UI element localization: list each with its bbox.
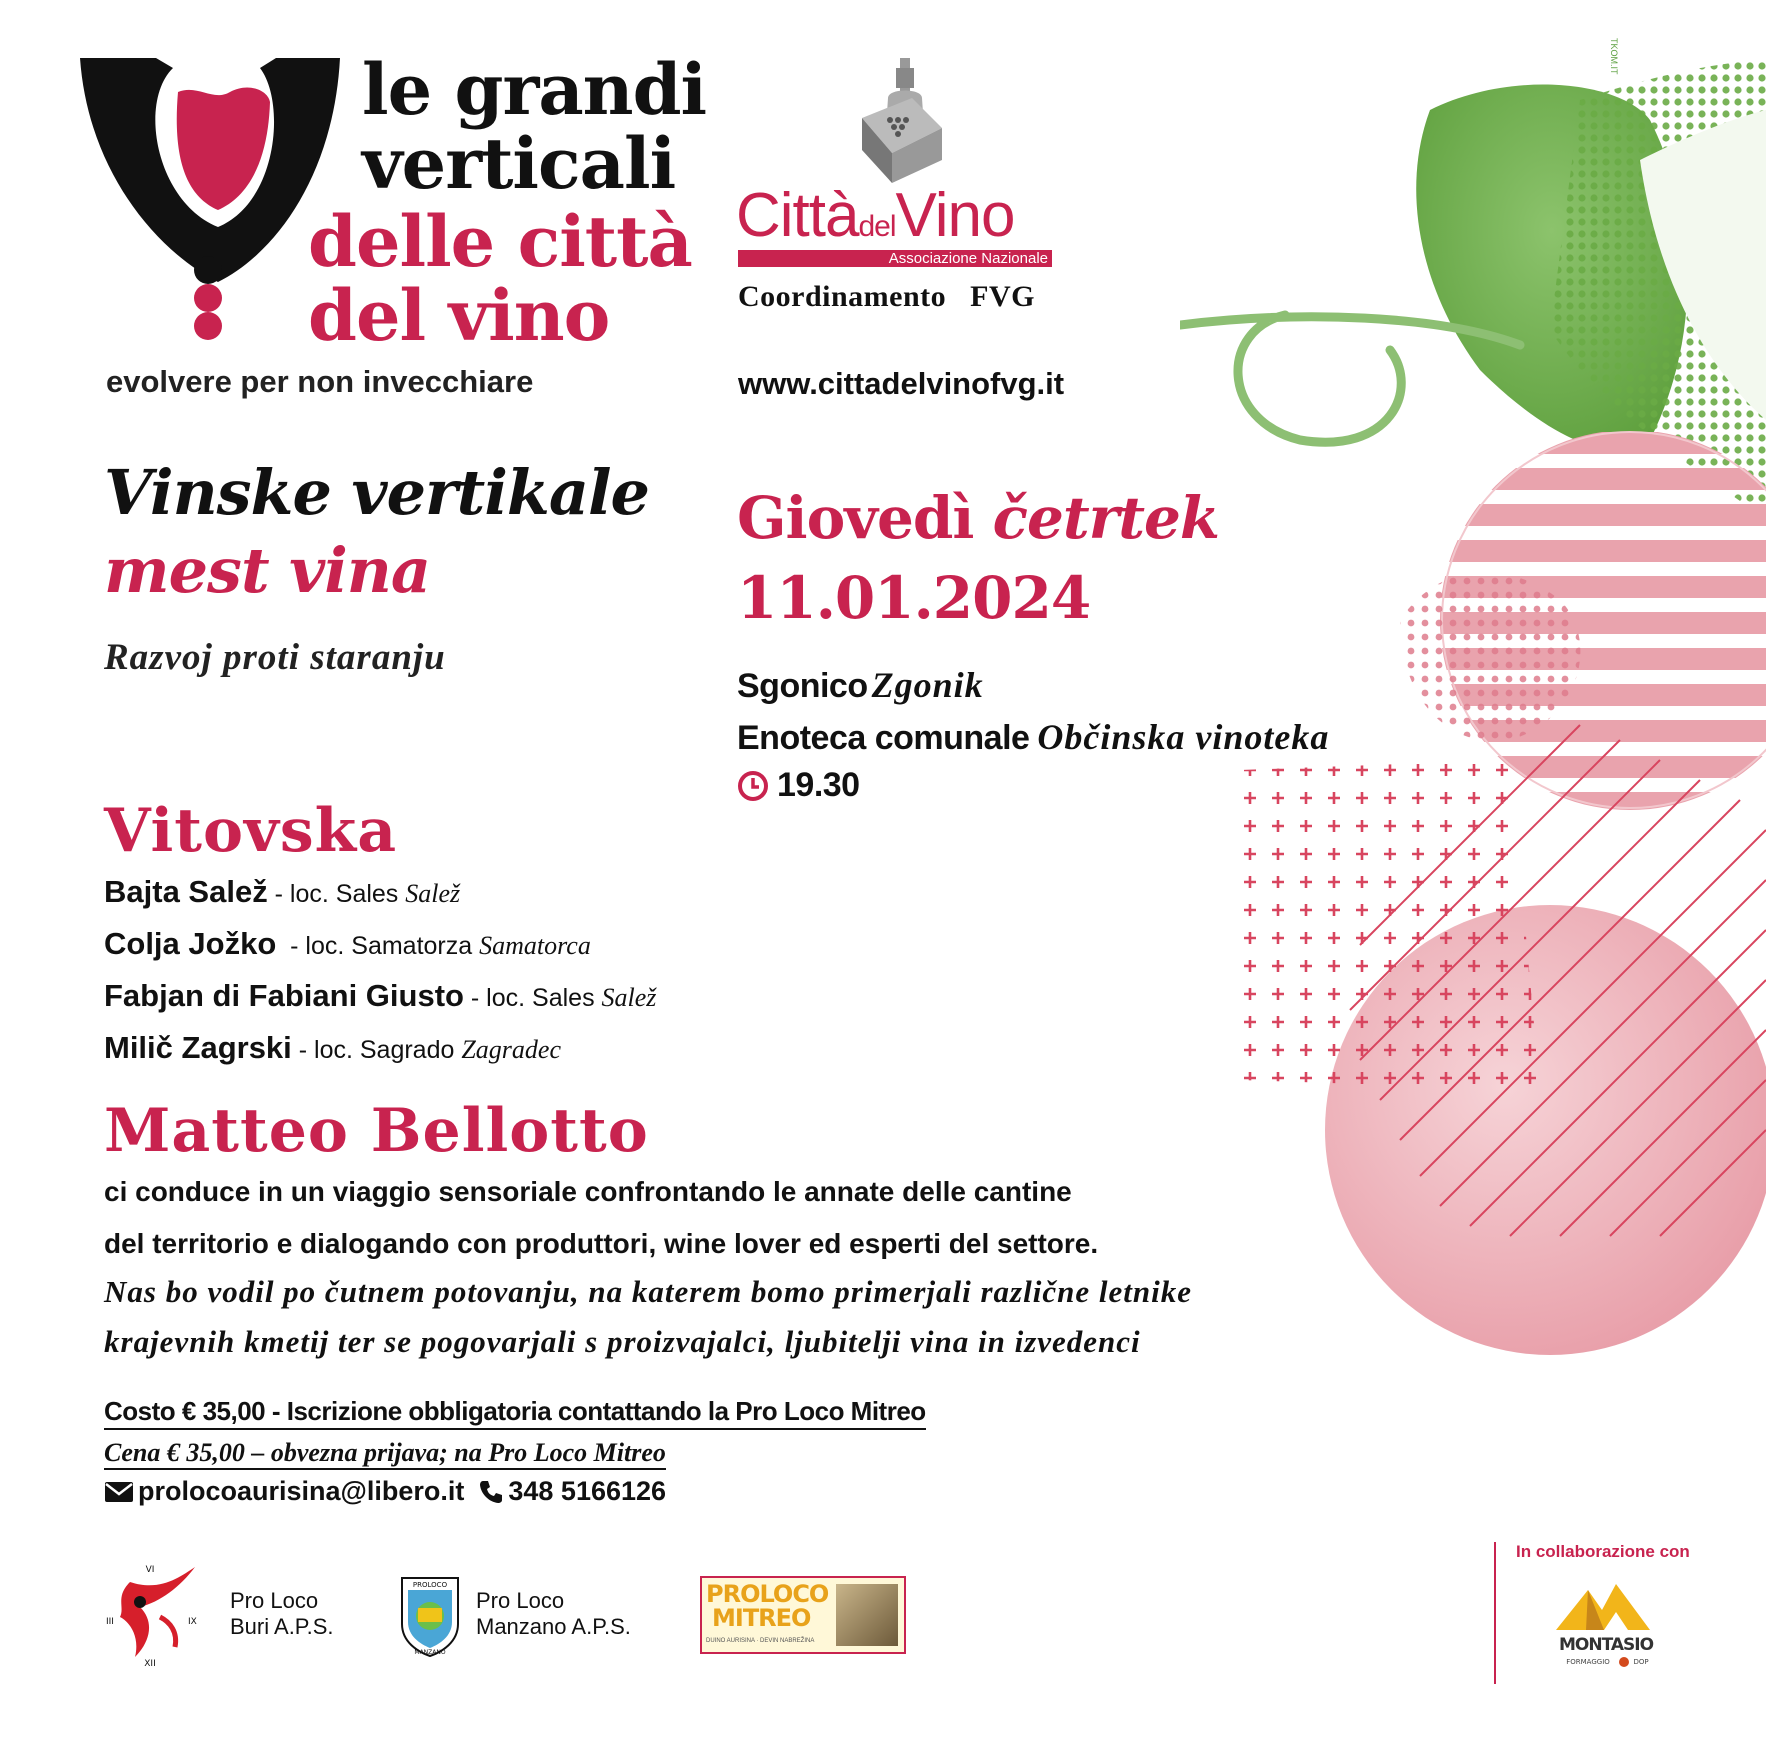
producer-row bbox=[104, 978, 656, 1014]
event-date: 11.01.2024 bbox=[737, 564, 1091, 632]
partner-buri-label bbox=[230, 1588, 334, 1640]
event-venue-it: Enoteca comunale bbox=[737, 719, 1030, 757]
coord-word: Coordinamento bbox=[738, 280, 947, 313]
partner-manzano-label bbox=[476, 1588, 631, 1640]
mitreo-statue-image bbox=[836, 1584, 898, 1646]
mitreo-logo-sub: DUINO AURISINA · DEVIN NABREŽINA bbox=[706, 1638, 815, 1644]
coord-region: FVG bbox=[970, 280, 1035, 313]
title-line-4: del vino bbox=[308, 274, 610, 357]
contact-email[interactable]: prolocoaurisina@libero.it bbox=[138, 1476, 465, 1506]
producer-name: Bajta Salež bbox=[104, 874, 268, 909]
buri-logo-top: VI bbox=[145, 1565, 155, 1575]
cdv-word-del: del bbox=[858, 210, 896, 243]
event-time bbox=[737, 766, 860, 805]
cdv-word-vino: Vino bbox=[895, 181, 1015, 250]
pro-loco-mitreo-logo bbox=[700, 1576, 906, 1654]
mitreo-logo-line-1: PROLOCO bbox=[706, 1580, 829, 1608]
host-desc-it-1: ci conduce in un viaggio sensoriale confrontando le annate delle cantine bbox=[104, 1176, 1072, 1207]
tagline: evolvere per non invecchiare bbox=[106, 364, 534, 399]
producer-loc: - loc. Sagrado bbox=[291, 1036, 462, 1064]
producer-loc: - loc. Samatorza bbox=[276, 932, 480, 960]
montasio-brand: MONTASIO bbox=[1558, 1635, 1654, 1655]
manzano-logo-bottom: MANZANO bbox=[414, 1649, 446, 1656]
producer-loc: - loc. Sales bbox=[267, 880, 406, 908]
partner-manzano-line-2: Manzano A.P.S. bbox=[476, 1614, 631, 1639]
montasio-sub: FORMAGGIO bbox=[1566, 1658, 1610, 1666]
partner-buri-line-2: Buri A.P.S. bbox=[230, 1614, 334, 1639]
credit-tkom: TKOM.IT bbox=[1609, 38, 1619, 75]
producer-name: Milič Zagrski bbox=[104, 1030, 292, 1065]
event-venue bbox=[737, 716, 1329, 758]
slovene-title-line-2: mest vina bbox=[104, 534, 431, 607]
producer-name: Fabjan di Fabiani Giusto bbox=[104, 978, 464, 1013]
cdv-word-citta: Città bbox=[736, 181, 859, 250]
citta-del-vino-emblem bbox=[852, 58, 952, 188]
buri-logo-bottom: XII bbox=[144, 1659, 156, 1669]
producer-loc: - loc. Sales bbox=[463, 984, 602, 1012]
event-place bbox=[737, 664, 984, 706]
collab-divider bbox=[1494, 1542, 1496, 1684]
coordinamento-label bbox=[738, 280, 1035, 314]
contact-phone[interactable]: 348 5166126 bbox=[508, 1476, 667, 1506]
event-day-sl: četrtek bbox=[992, 484, 1220, 552]
producer-loc-slo: Salež bbox=[601, 983, 657, 1012]
event-day-it: Giovedì bbox=[737, 484, 974, 552]
title-line-1: le grandi bbox=[362, 48, 707, 131]
producer-row bbox=[104, 926, 591, 962]
mitreo-logo-line-2: MITREO bbox=[712, 1604, 811, 1632]
montasio-dop: DOP bbox=[1633, 1658, 1649, 1666]
partner-manzano-line-1: Pro Loco bbox=[476, 1588, 565, 1613]
title-line-3: delle città bbox=[308, 200, 692, 283]
event-day bbox=[737, 484, 1219, 552]
host-desc-sl-1: Nas bo vodil po čutnem potovanju, na katerem bomo primerjali različne letnike bbox=[104, 1274, 1192, 1309]
wine-name: Vitovska bbox=[104, 796, 398, 866]
cdv-association-bar: Associazione Nazionale bbox=[738, 250, 1052, 267]
heart-glass-logo bbox=[78, 52, 343, 350]
buri-logo-right: IX bbox=[188, 1617, 197, 1627]
event-place-it: Sgonico bbox=[737, 667, 868, 705]
manzano-logo-top: PROLOCO bbox=[412, 1581, 448, 1589]
host-desc-it-2: del territorio e dialogando con produttori, wine lover ed esperti del settore. bbox=[104, 1228, 1099, 1259]
cost-it: Costo € 35,00 - Iscrizione obbligatoria contattando la Pro Loco Mitreo bbox=[104, 1396, 926, 1430]
phone-icon bbox=[478, 1479, 504, 1505]
montasio-logo bbox=[1546, 1574, 1666, 1680]
producer-row bbox=[104, 874, 460, 910]
clock-icon bbox=[737, 770, 769, 802]
contact-row bbox=[104, 1476, 666, 1507]
host-desc-sl-2: krajevnih kmetij ter se pogovarjali s proizvajalci, ljubitelji vina in izvedenci bbox=[104, 1324, 1141, 1359]
partner-buri-line-1: Pro Loco bbox=[230, 1588, 319, 1613]
pro-loco-buri-logo bbox=[100, 1562, 210, 1670]
title-line-2: verticali bbox=[362, 122, 676, 205]
buri-logo-left: III bbox=[106, 1617, 114, 1627]
event-time-value: 19.30 bbox=[777, 766, 860, 804]
event-place-sl: Zgonik bbox=[871, 665, 984, 705]
collab-label: In collaborazione con bbox=[1516, 1542, 1690, 1561]
producer-loc-slo: Samatorca bbox=[479, 931, 591, 960]
producer-loc-slo: Zagradec bbox=[461, 1035, 561, 1064]
slovene-subtitle: Razvoj proti staranju bbox=[104, 637, 446, 678]
producer-loc-slo: Salež bbox=[405, 879, 461, 908]
website-link[interactable]: www.cittadelvinofvg.it bbox=[738, 366, 1065, 401]
citta-del-vino-wordmark bbox=[736, 180, 1015, 251]
pro-loco-manzano-logo bbox=[398, 1574, 462, 1658]
slovene-title-line-1: Vinske vertikale bbox=[104, 456, 649, 529]
producer-row bbox=[104, 1030, 561, 1066]
producer-name: Colja Jožko bbox=[104, 926, 277, 961]
host-name: Matteo Bellotto bbox=[104, 1096, 649, 1166]
decorative-grape-art bbox=[1180, 0, 1766, 1740]
envelope-icon bbox=[104, 1481, 134, 1503]
event-venue-sl: Občinska vinoteka bbox=[1037, 717, 1330, 757]
cost-sl: Cena € 35,00 – obvezna prijava; na Pro Loco Mitreo bbox=[104, 1438, 666, 1470]
